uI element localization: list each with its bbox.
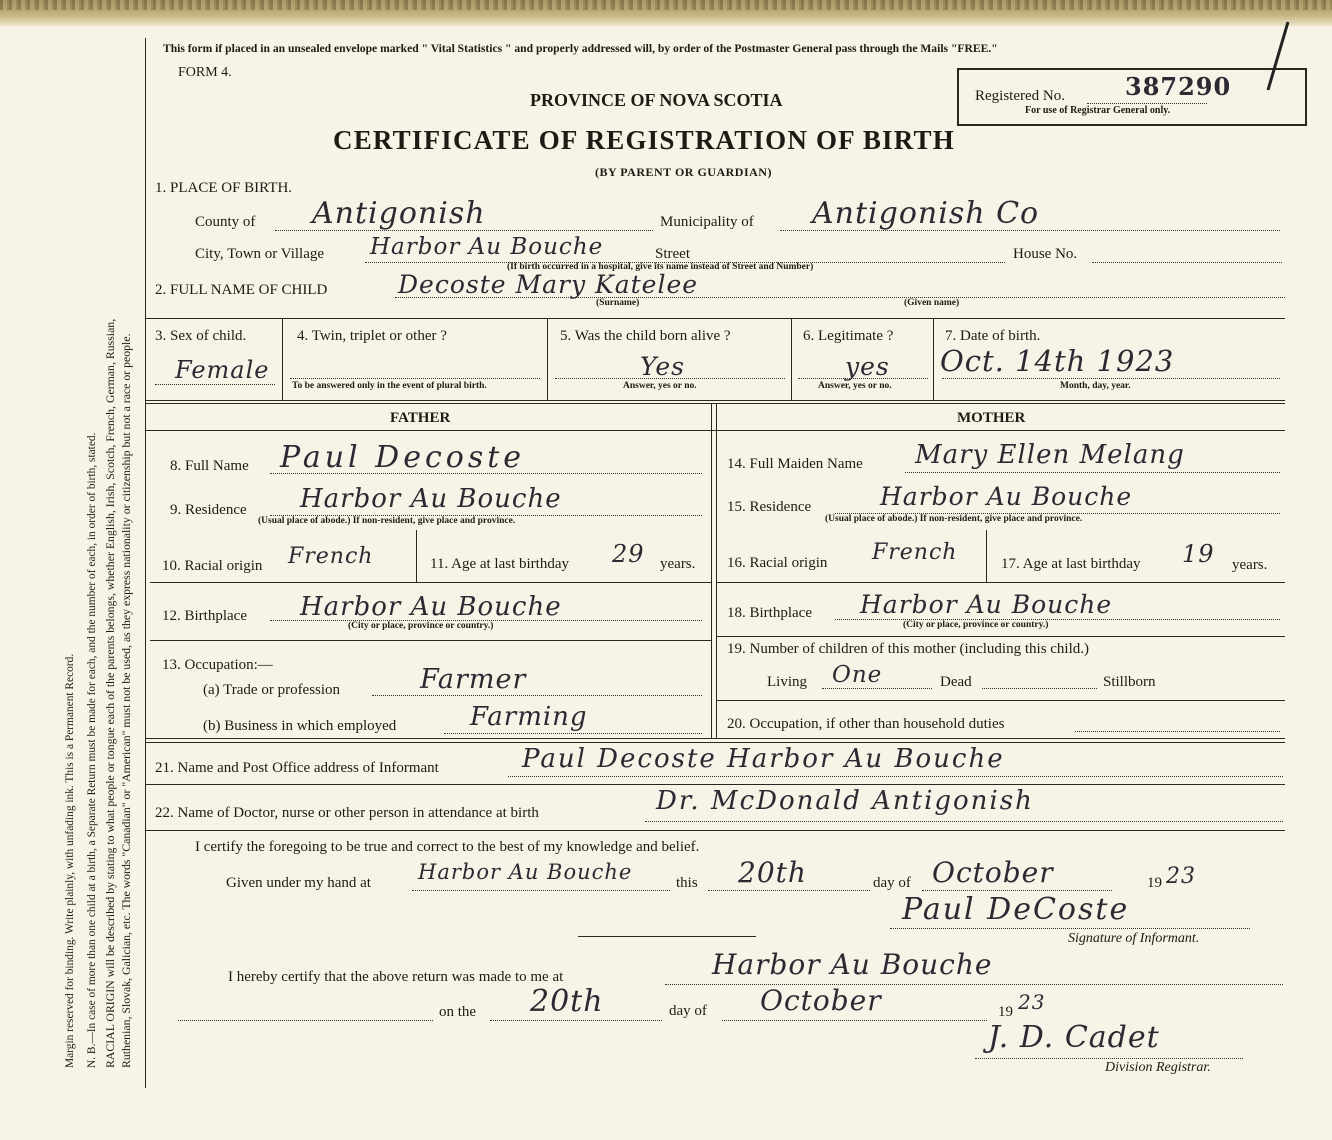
registered-box — [957, 68, 1307, 126]
trade-label: (a) Trade or profession — [203, 682, 341, 698]
child-name-label: 2. FULL NAME OF CHILD — [155, 282, 328, 298]
registrar-on-the-label: on the — [439, 1004, 477, 1020]
margin-note-racial-1: RACIAL ORIGIN will be described by stating to what people or tongue each of the parents belongs, whether English, Irish, Scotch, French, German, Russian, — [103, 318, 117, 1068]
dead-label: Dead — [940, 674, 972, 690]
father-age-value: 29 — [612, 540, 645, 568]
mother-heading: MOTHER — [957, 410, 1026, 426]
children-label: 19. Number of children of this mother (including this child.) — [727, 641, 1090, 657]
registrar-title: Division Registrar. — [1105, 1060, 1211, 1075]
sex-label: 3. Sex of child. — [155, 328, 247, 344]
house-label: House No. — [1013, 246, 1078, 262]
scan-edge — [0, 0, 1332, 26]
dob-note: Month, day, year. — [1060, 381, 1131, 391]
municipality-label: Municipality of — [660, 214, 754, 230]
father-racial-label: 10. Racial origin — [162, 558, 263, 574]
business-value: Farming — [470, 702, 588, 732]
mother-occupation-label: 20. Occupation, if other than household duties — [727, 716, 1005, 732]
legitimate-label: 6. Legitimate ? — [803, 328, 894, 344]
twin-label: 4. Twin, triplet or other ? — [297, 328, 447, 344]
legitimate-note: Answer, yes or no. — [818, 381, 892, 391]
certificate-title: CERTIFICATE OF REGISTRATION OF BIRTH — [333, 125, 955, 155]
registrar-day: 20th — [530, 984, 604, 1019]
father-heading: FATHER — [390, 410, 451, 426]
father-name-label: 8. Full Name — [170, 458, 249, 474]
certify-year: 23 — [1166, 864, 1196, 889]
registrar-month: October — [760, 984, 882, 1017]
informant-value: Paul Decoste Harbor Au Bouche — [522, 744, 1005, 774]
given-note: (Given name) — [904, 298, 960, 308]
child-name-value: Decoste Mary Katelee — [398, 270, 699, 299]
registrar-year: 23 — [1018, 990, 1046, 1014]
mother-years: years. — [1232, 557, 1268, 573]
informant-signature-label: Signature of Informant. — [1068, 931, 1200, 946]
postal-notice: This form if placed in an unsealed envelope marked " Vital Statistics " and properly addressed will, by order of the Postmaster General pass through the Mails "FREE." — [163, 42, 998, 55]
trade-value: Farmer — [420, 664, 527, 695]
city-value: Harbor Au Bouche — [370, 234, 604, 260]
registrar-statement: I hereby certify that the above return was made to me at — [228, 969, 564, 985]
alive-label: 5. Was the child born alive ? — [560, 328, 731, 344]
certify-day-of-label: day of — [873, 875, 911, 891]
mother-racial-label: 16. Racial origin — [727, 555, 828, 571]
father-residence-label: 9. Residence — [170, 502, 247, 518]
city-label: City, Town or Village — [195, 246, 325, 262]
certificate-subtitle: (BY PARENT OR GUARDIAN) — [595, 165, 772, 179]
given-label: Given under my hand at — [226, 875, 371, 891]
registrar-note: For use of Registrar General only. — [1025, 105, 1171, 116]
place-heading: 1. PLACE OF BIRTH. — [155, 180, 293, 196]
mother-birthplace-value: Harbor Au Bouche — [860, 590, 1113, 619]
father-birthplace-label: 12. Birthplace — [162, 608, 247, 624]
twin-note: To be answered only in the event of plural birth. — [292, 381, 487, 391]
form-number: FORM 4. — [178, 65, 232, 80]
province-heading: PROVINCE OF NOVA SCOTIA — [530, 90, 783, 110]
father-birthplace-value: Harbor Au Bouche — [300, 592, 562, 622]
certify-month: October — [932, 856, 1054, 889]
father-residence-value: Harbor Au Bouche — [300, 484, 562, 514]
mother-residence-value: Harbor Au Bouche — [880, 482, 1133, 511]
dob-label: 7. Date of birth. — [945, 328, 1041, 344]
registrar-year-prefix: 19 — [998, 1004, 1013, 1020]
county-value: Antigonish — [312, 196, 486, 231]
mother-name-value: Mary Ellen Melang — [915, 440, 1185, 470]
business-label: (b) Business in which employed — [203, 718, 397, 734]
sex-value: Female — [175, 356, 270, 384]
surname-note: (Surname) — [596, 298, 640, 308]
county-label: County of — [195, 214, 256, 230]
father-residence-note: (Usual place of abode.) If non-resident, give place and province. — [258, 516, 516, 526]
certify-year-prefix: 19 — [1147, 875, 1162, 891]
registrar-day-of-label: day of — [669, 1003, 707, 1019]
mother-age-value: 19 — [1182, 540, 1215, 568]
municipality-value: Antigonish Co — [812, 196, 1040, 231]
mother-birthplace-label: 18. Birthplace — [727, 605, 812, 621]
margin-note-nb: N. B.—In case of more than one child at a birth, a Separate Return must be made for each, and the number of each, in order of birth, stated. — [86, 432, 98, 1068]
margin-note-racial-2: Ruthenian, Slovak, Galician, etc. The words "Canadian" or "American" must not be used, as they express nationality or citizenship but not a race or people. — [119, 333, 133, 1068]
mother-age-label: 17. Age at last birthday — [1001, 556, 1141, 572]
certify-day: 20th — [738, 856, 807, 889]
living-label: Living — [767, 674, 807, 690]
street-label: Street — [655, 246, 690, 262]
stillborn-label: Stillborn — [1103, 674, 1156, 690]
this-label: this — [676, 875, 698, 891]
mother-residence-label: 15. Residence — [727, 499, 812, 515]
father-birthplace-note: (City or place, province or country.) — [348, 621, 494, 631]
doctor-label: 22. Name of Doctor, nurse or other person in attendance at birth — [155, 805, 539, 821]
left-rule — [145, 38, 146, 1088]
given-place: Harbor Au Bouche — [418, 860, 633, 884]
father-years: years. — [660, 556, 696, 572]
legitimate-value: yes — [845, 352, 890, 381]
mother-birthplace-note: (City or place, province or country.) — [903, 620, 1049, 630]
street-note: (If birth occurred in a hospital, give its name instead of Street and Number) — [507, 262, 814, 272]
father-age-label: 11. Age at last birthday — [430, 556, 569, 572]
informant-label: 21. Name and Post Office address of Informant — [155, 760, 439, 776]
mother-residence-note: (Usual place of abode.) If non-resident, give place and province. — [825, 514, 1083, 524]
registrar-signature: J. D. Cadet — [988, 1020, 1160, 1055]
certify-statement: I certify the foregoing to be true and correct to the best of my knowledge and belief. — [195, 839, 700, 855]
margin-note-binding: Margin reserved for binding. Write plainly, with unfading ink. This is a Permanent Record. — [64, 653, 76, 1068]
mother-racial-value: French — [872, 540, 958, 565]
dob-value: Oct. 14th 1923 — [940, 344, 1175, 378]
alive-note: Answer, yes or no. — [623, 381, 697, 391]
pencil-mark — [1258, 20, 1298, 100]
father-racial-value: French — [288, 544, 374, 569]
registered-label: Registered No. — [975, 88, 1065, 104]
mother-name-label: 14. Full Maiden Name — [727, 456, 863, 472]
informant-signature: Paul DeCoste — [902, 892, 1130, 927]
father-name-value: Paul Decoste — [280, 440, 526, 475]
doctor-value: Dr. McDonald Antigonish — [656, 786, 1034, 816]
alive-value: Yes — [640, 352, 685, 381]
registrar-place: Harbor Au Bouche — [712, 948, 993, 981]
registered-number: 387290 — [1125, 72, 1232, 101]
father-occupation-label: 13. Occupation:— — [162, 657, 273, 673]
living-value: One — [832, 662, 883, 688]
